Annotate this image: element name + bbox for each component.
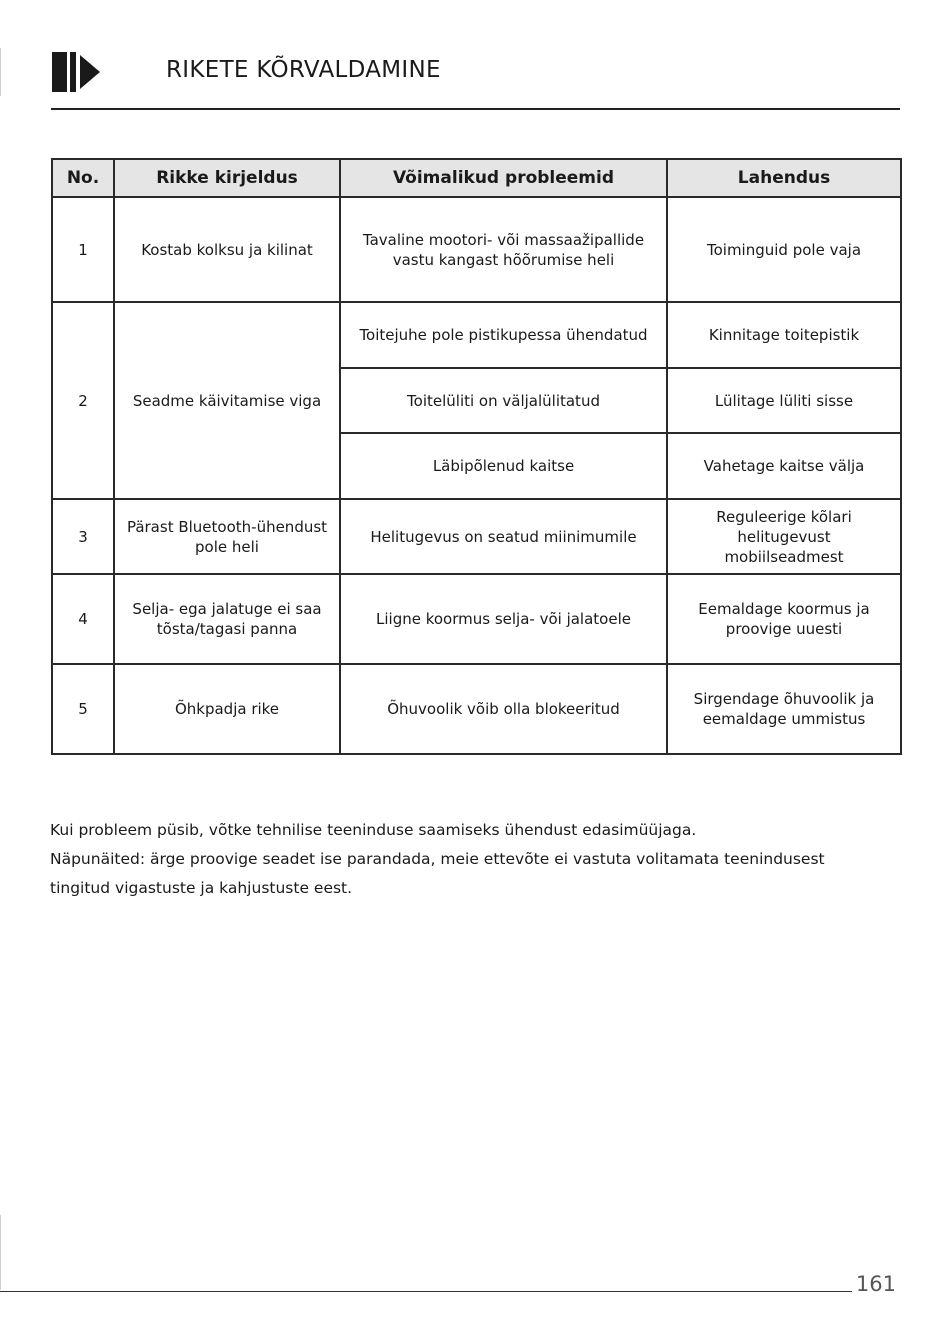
possible-problem: Liigne koormus selja- või jalatoele: [340, 574, 667, 664]
header-divider: [51, 108, 900, 110]
footer-divider: [0, 1291, 852, 1292]
notes-paragraph: [50, 816, 910, 903]
possible-problem: Õhuvoolik võib olla blokeeritud: [340, 664, 667, 754]
row-number: 1: [52, 197, 114, 302]
solution: Toiminguid pole vaja: [667, 197, 901, 302]
fault-description: Seadme käivitamise viga: [114, 302, 340, 499]
possible-problem: Toitejuhe pole pistikupessa ühendatud: [340, 302, 667, 368]
header-problems: Võimalikud probleemid: [340, 159, 667, 197]
solution: Sirgendage õhuvoolik ja eemaldage ummistus: [667, 664, 901, 754]
solution: Vahetage kaitse välja: [667, 433, 901, 499]
row-number: 4: [52, 574, 114, 664]
left-edge-mark: [0, 48, 1, 96]
row-number: 5: [52, 664, 114, 754]
header-description: Rikke kirjeldus: [114, 159, 340, 197]
table-row: [52, 499, 901, 574]
table-row: [52, 197, 901, 302]
possible-problem: Läbipõlenud kaitse: [340, 433, 667, 499]
fault-description: Pärast Bluetooth-ühendust pole heli: [114, 499, 340, 574]
possible-problem: Tavaline mootori- või massaažipallide vastu kangast hõõrumise heli: [340, 197, 667, 302]
fault-description: Kostab kolksu ja kilinat: [114, 197, 340, 302]
table-row: [52, 574, 901, 664]
notes-line: tingitud vigastuste ja kahjustuste eest.: [50, 879, 353, 897]
header-solution: Lahendus: [667, 159, 901, 197]
row-number: 2: [52, 302, 114, 499]
table-row: [52, 302, 901, 368]
troubleshooting-table: [51, 158, 902, 755]
section-marker-icon: [52, 52, 102, 92]
solution: Lülitage lüliti sisse: [667, 368, 901, 433]
table-header-row: [52, 159, 901, 197]
fault-description: Õhkpadja rike: [114, 664, 340, 754]
table-row: [52, 664, 901, 754]
page-number: 161: [855, 1272, 896, 1296]
solution: Reguleerige kõlari helitugevust mobiilseadmest: [667, 499, 901, 574]
notes-line: Kui probleem püsib, võtke tehnilise teeninduse saamiseks ühendust edasimüüjaga.: [50, 821, 697, 839]
solution: Kinnitage toitepistik: [667, 302, 901, 368]
header-no: No.: [52, 159, 114, 197]
page-title: RIKETE KÕRVALDAMINE: [166, 57, 441, 83]
possible-problem: Toitelüliti on väljalülitatud: [340, 368, 667, 433]
left-edge-mark: [0, 1215, 1, 1290]
solution: Eemaldage koormus ja proovige uuesti: [667, 574, 901, 664]
row-number: 3: [52, 499, 114, 574]
notes-line: Näpunäited: ärge proovige seadet ise parandada, meie ettevõte ei vastuta volitamata teenindusest: [50, 850, 825, 868]
possible-problem: Helitugevus on seatud miinimumile: [340, 499, 667, 574]
fault-description: Selja- ega jalatuge ei saa tõsta/tagasi panna: [114, 574, 340, 664]
